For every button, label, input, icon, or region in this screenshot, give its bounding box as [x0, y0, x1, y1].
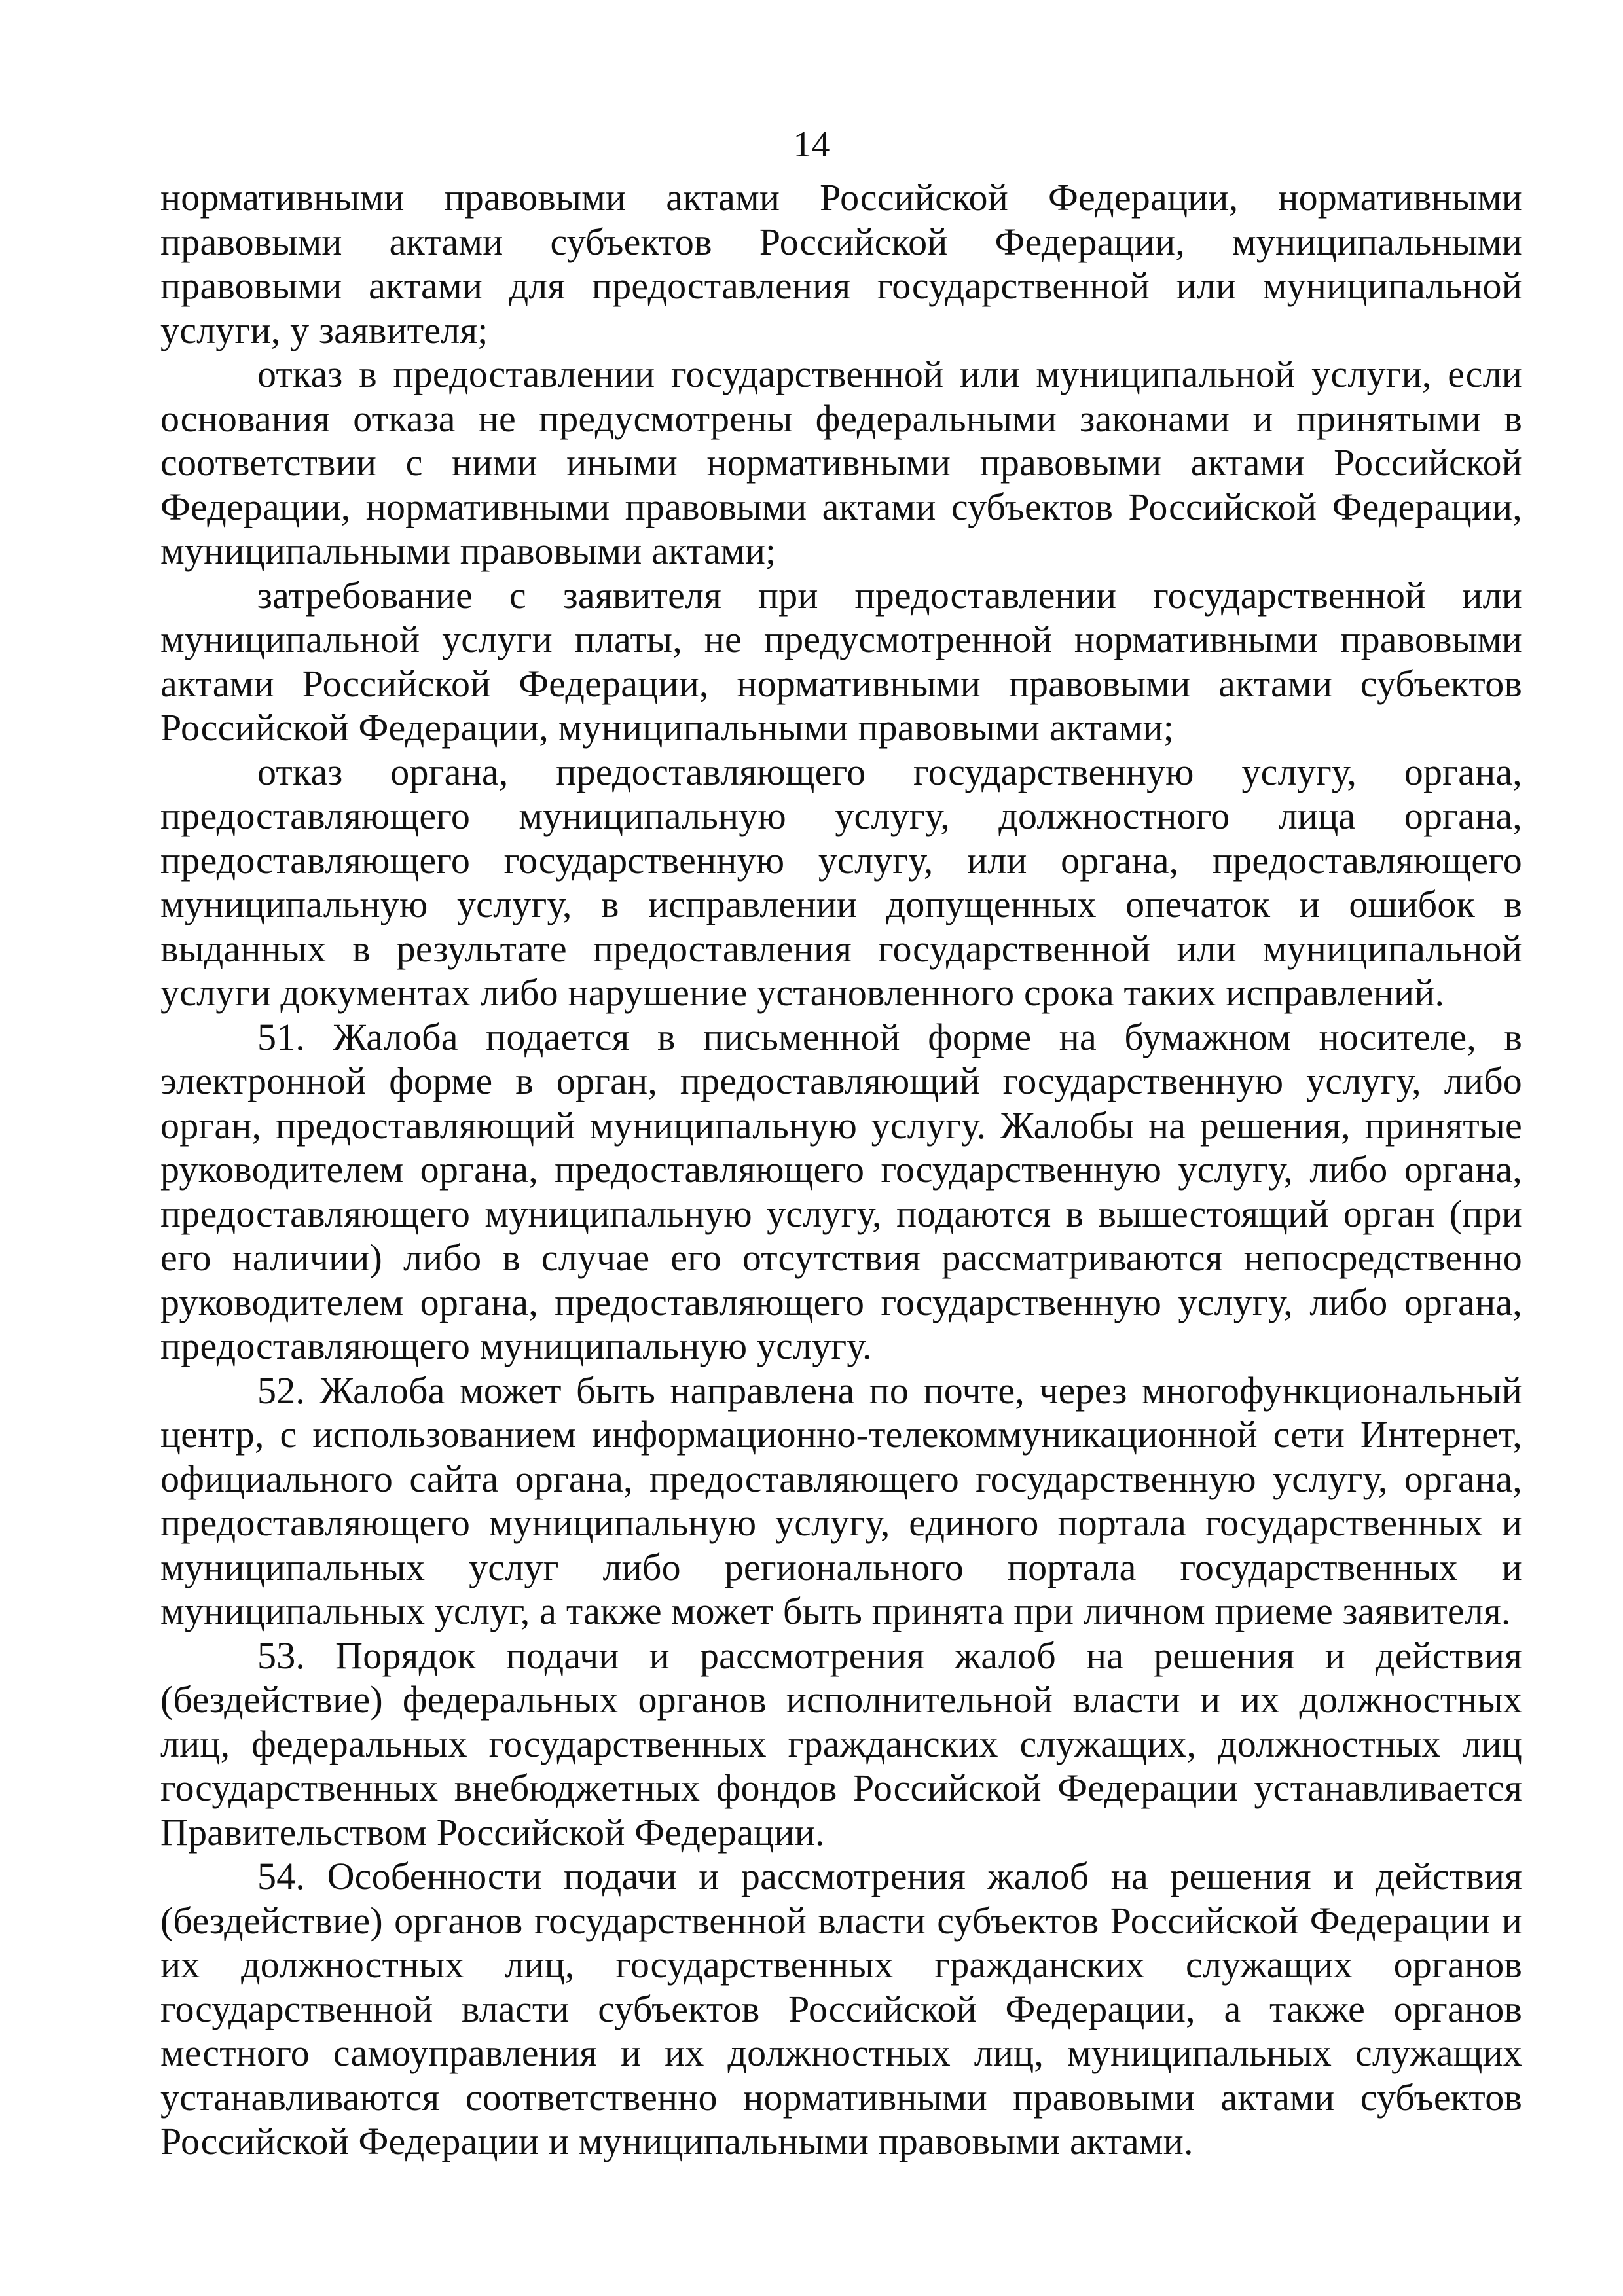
paragraph-fee-demand: затребование с заявителя при предоставлении государственной или муниципальной услуги платы, не предусмотренной нормативными правовыми актами Российской Федерации, нормативными правовыми актами субъектов Российской Федерации, муниципальными правовыми актами; [160, 573, 1522, 749]
document-body [160, 175, 1522, 2164]
paragraph-52: 52. Жалоба может быть направлена по почте, через многофункциональный центр, с использованием информационно-телекоммуникационной сети Интернет, официального сайта органа, предоставляющего государственную услугу, органа, предоставляющего муниципальную услугу, единого портала государственных и муниципальных услуг либо регионального портала государственных и муниципальных услуг, а также может быть принята при личном приеме заявителя. [160, 1369, 1522, 1632]
paragraph-refusal-grounds: отказ в предоставлении государственной или муниципальной услуги, если основания отказа не предусмотрены федеральными законами и принятыми в соответствии с ними иными нормативными правовыми актами Российской Федерации, нормативными правовыми актами субъектов Российской Федерации, муниципальными правовыми актами; [160, 353, 1522, 572]
paragraph-51: 51. Жалоба подается в письменной форме на бумажном носителе, в электронной форме в орган, предоставляющий государственную услугу, либо орган, предоставляющий муниципальную услугу. Жалобы на решения, принятые руководителем органа, предоставляющего государственную услугу, либо органа, предоставляющего муниципальную услугу, подаются в вышестоящий орган (при его наличии) либо в случае его отсутствия рассматриваются непосредственно руководителем органа, предоставляющего государственную услугу, либо органа, предоставляющего муниципальную услугу. [160, 1015, 1522, 1367]
paragraph-correction-refusal: отказ органа, предоставляющего государственную услугу, органа, предоставляющего муниципальную услугу, должностного лица органа, предоставляющего государственную услугу, или органа, предоставляющего муниципальную услугу, в исправлении допущенных опечаток и ошибок в выданных в результате предоставления государственной или муниципальной услуги документах либо нарушение установленного срока таких исправлений. [160, 750, 1522, 1014]
paragraph-54: 54. Особенности подачи и рассмотрения жалоб на решения и действия (бездействие) органов государственной власти субъектов Российской Федерации и их должностных лиц, государственных гражданских служащих органов государственной власти субъектов Российской Федерации, а также органов местного самоуправления и их должностных лиц, муниципальных служащих устанавливаются соответственно нормативными правовыми актами субъектов Российской Федерации и муниципальными правовыми актами. [160, 1855, 1522, 2162]
paragraph-53: 53. Порядок подачи и рассмотрения жалоб на решения и действия (бездействие) федеральных органов исполнительной власти и их должностных лиц, федеральных государственных гражданских служащих, должностных лиц государственных внебюджетных фондов Российской Федерации устанавливается Правительством Российской Федерации. [160, 1634, 1522, 1854]
page-number: 14 [793, 124, 830, 165]
paragraph-continuation: нормативными правовыми актами Российской Федерации, нормативными правовыми актами субъектов Российской Федерации, муниципальными правовыми актами для предоставления государственной или муниципальной услуги, у заявителя; [160, 176, 1522, 351]
